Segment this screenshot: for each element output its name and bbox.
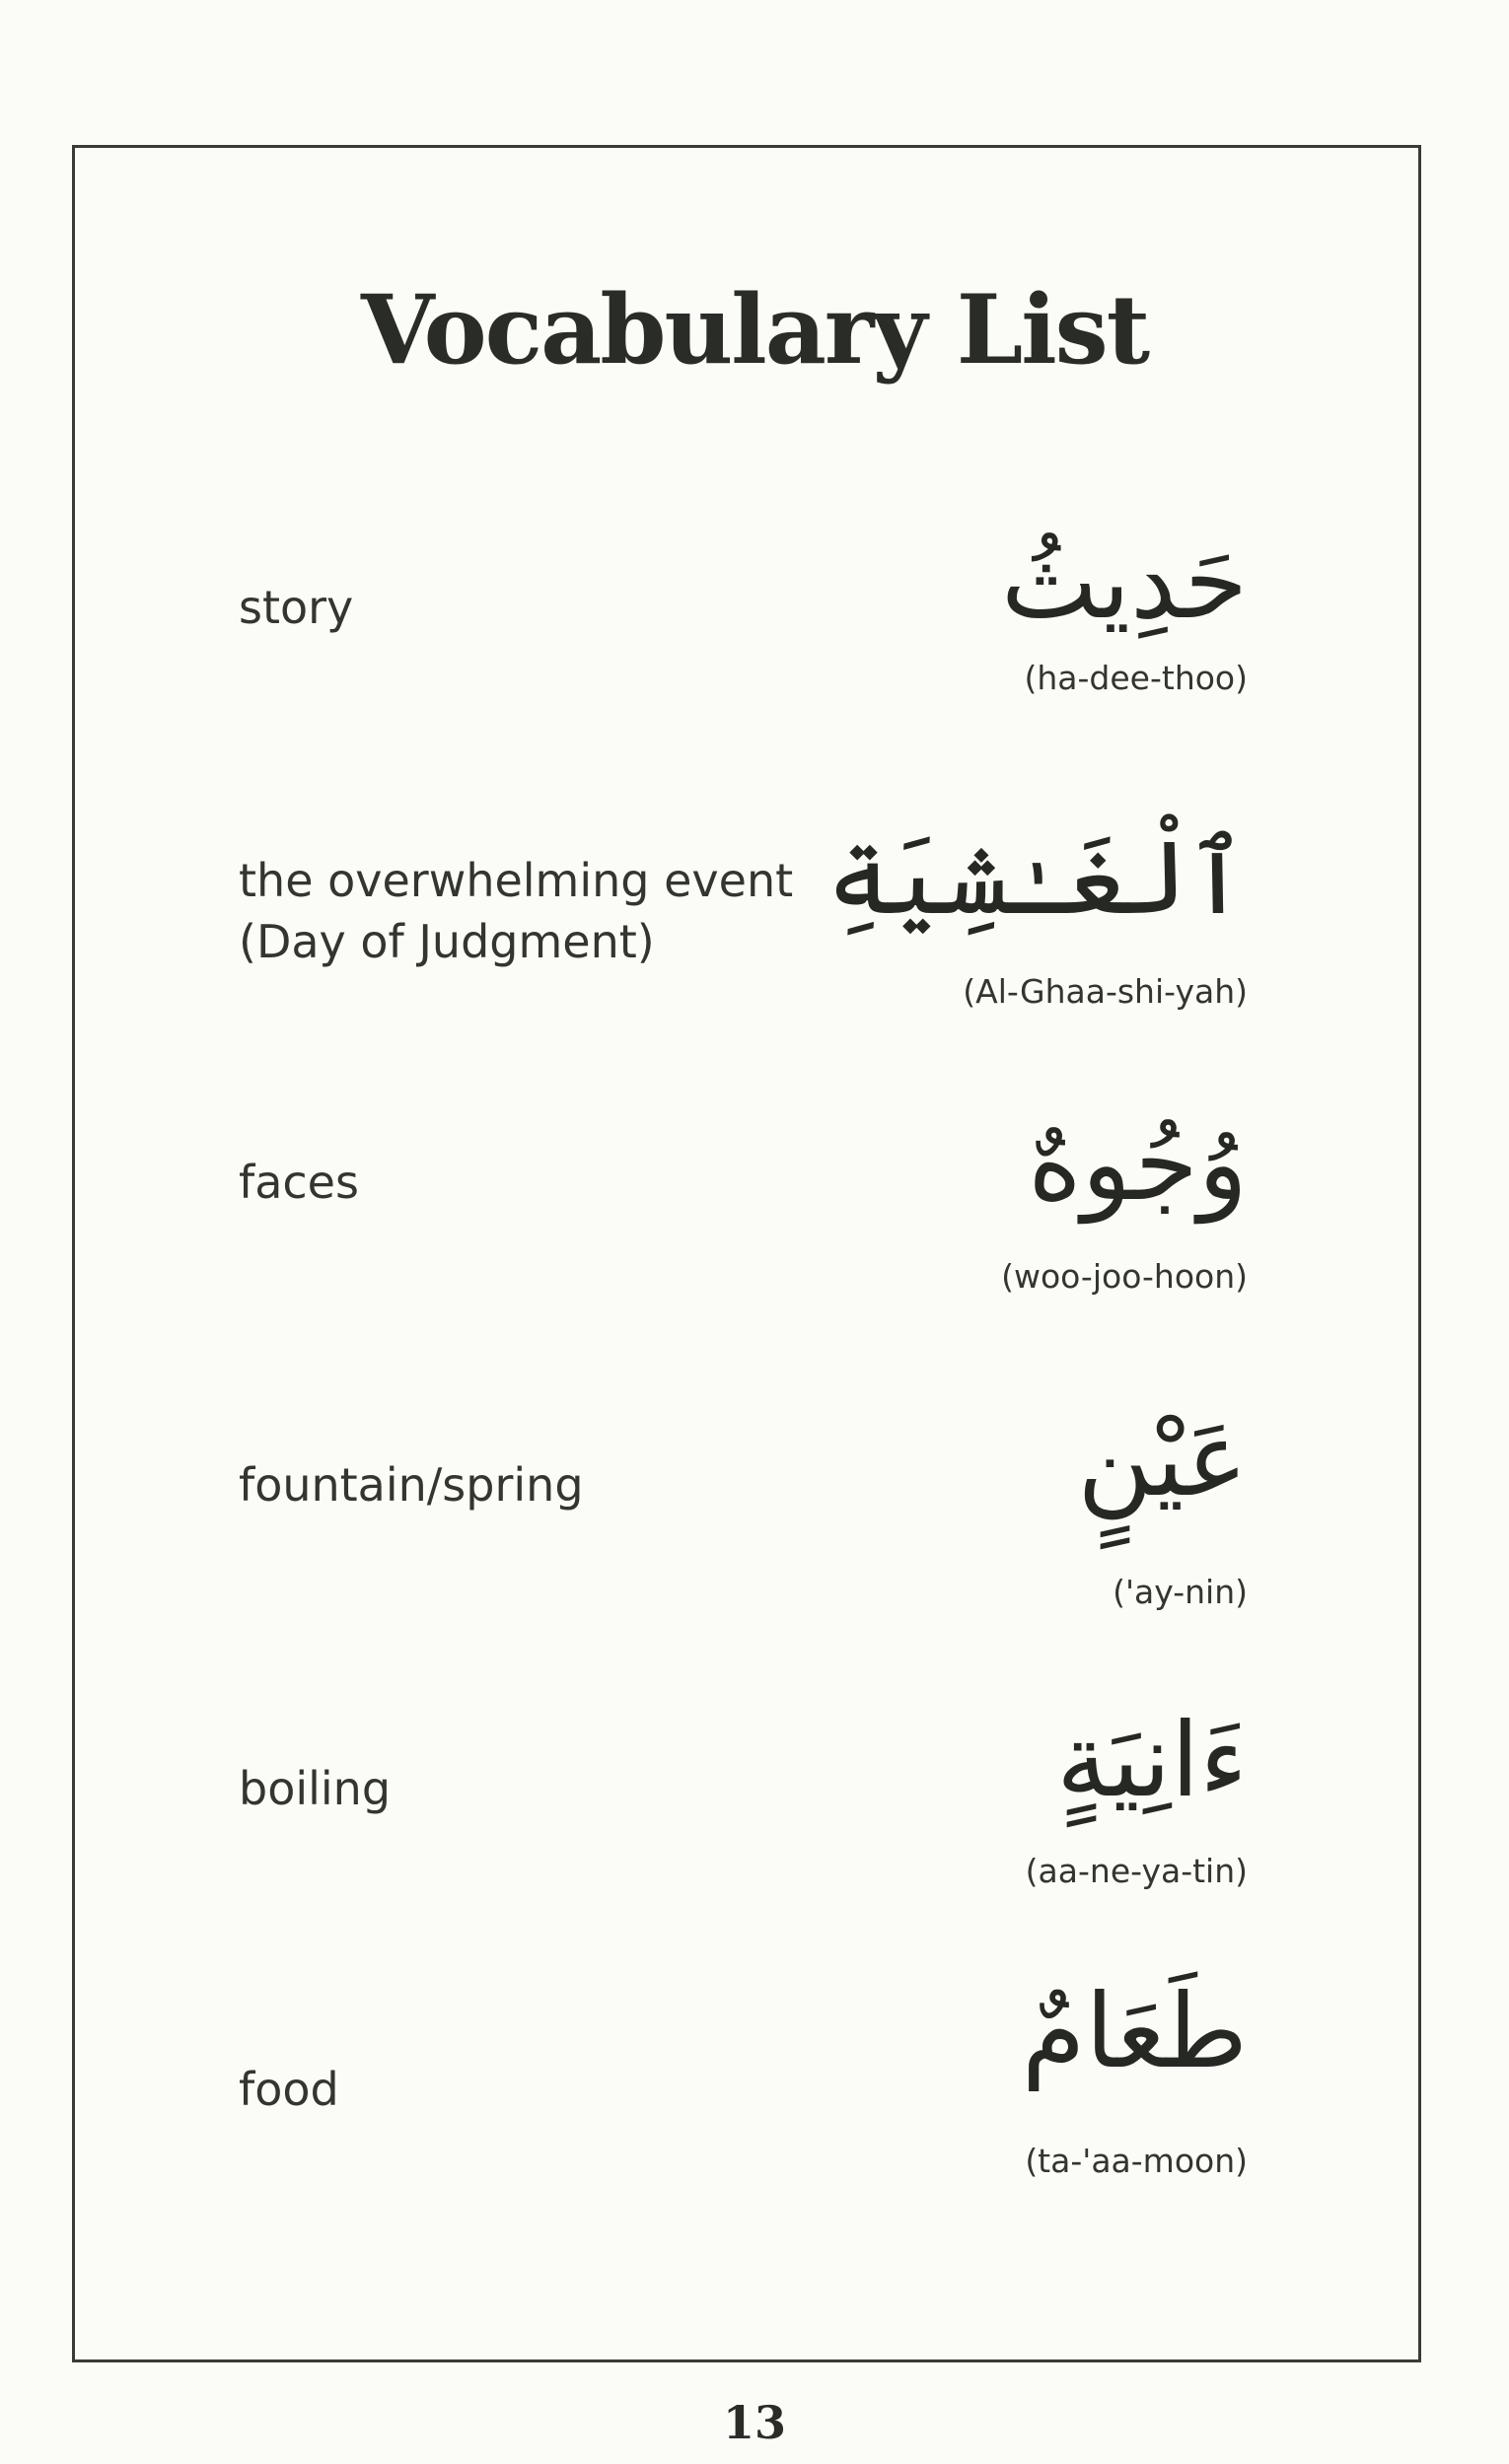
arabic-word: عَيْنٍ bbox=[1077, 1399, 1248, 1519]
english-word: boiling bbox=[239, 1762, 392, 1815]
transliteration: (woo-joo-hoon) bbox=[1001, 1257, 1248, 1296]
arabic-word: وُجُوهٌ bbox=[1028, 1103, 1248, 1224]
arabic-word: حَدِيثُ bbox=[1001, 522, 1248, 642]
english-word: story bbox=[239, 581, 354, 634]
transliteration: (ta-'aa-moon) bbox=[1025, 2142, 1248, 2180]
arabic-word: ٱلْغَـٰشِيَةِ bbox=[826, 817, 1248, 938]
english-word: food bbox=[239, 2063, 339, 2116]
arabic-word: ءَانِيَةٍ bbox=[1056, 1700, 1248, 1820]
transliteration: (ha-dee-thoo) bbox=[1024, 659, 1248, 697]
english-word: the overwhelming event (Day of Judgment) bbox=[239, 854, 794, 968]
transliteration: (Al-Ghaa-shi-yah) bbox=[963, 972, 1248, 1011]
transliteration: (aa-ne-ya-tin) bbox=[1025, 1852, 1248, 1890]
english-word: fountain/spring bbox=[239, 1458, 584, 1512]
page-title: Vocabulary List bbox=[360, 274, 1149, 386]
page-number: 13 bbox=[722, 2396, 786, 2449]
arabic-word: طَعَامٌ bbox=[1021, 1971, 1248, 2091]
english-word: faces bbox=[239, 1156, 359, 1209]
transliteration: ('ay-nin) bbox=[1113, 1573, 1248, 1611]
